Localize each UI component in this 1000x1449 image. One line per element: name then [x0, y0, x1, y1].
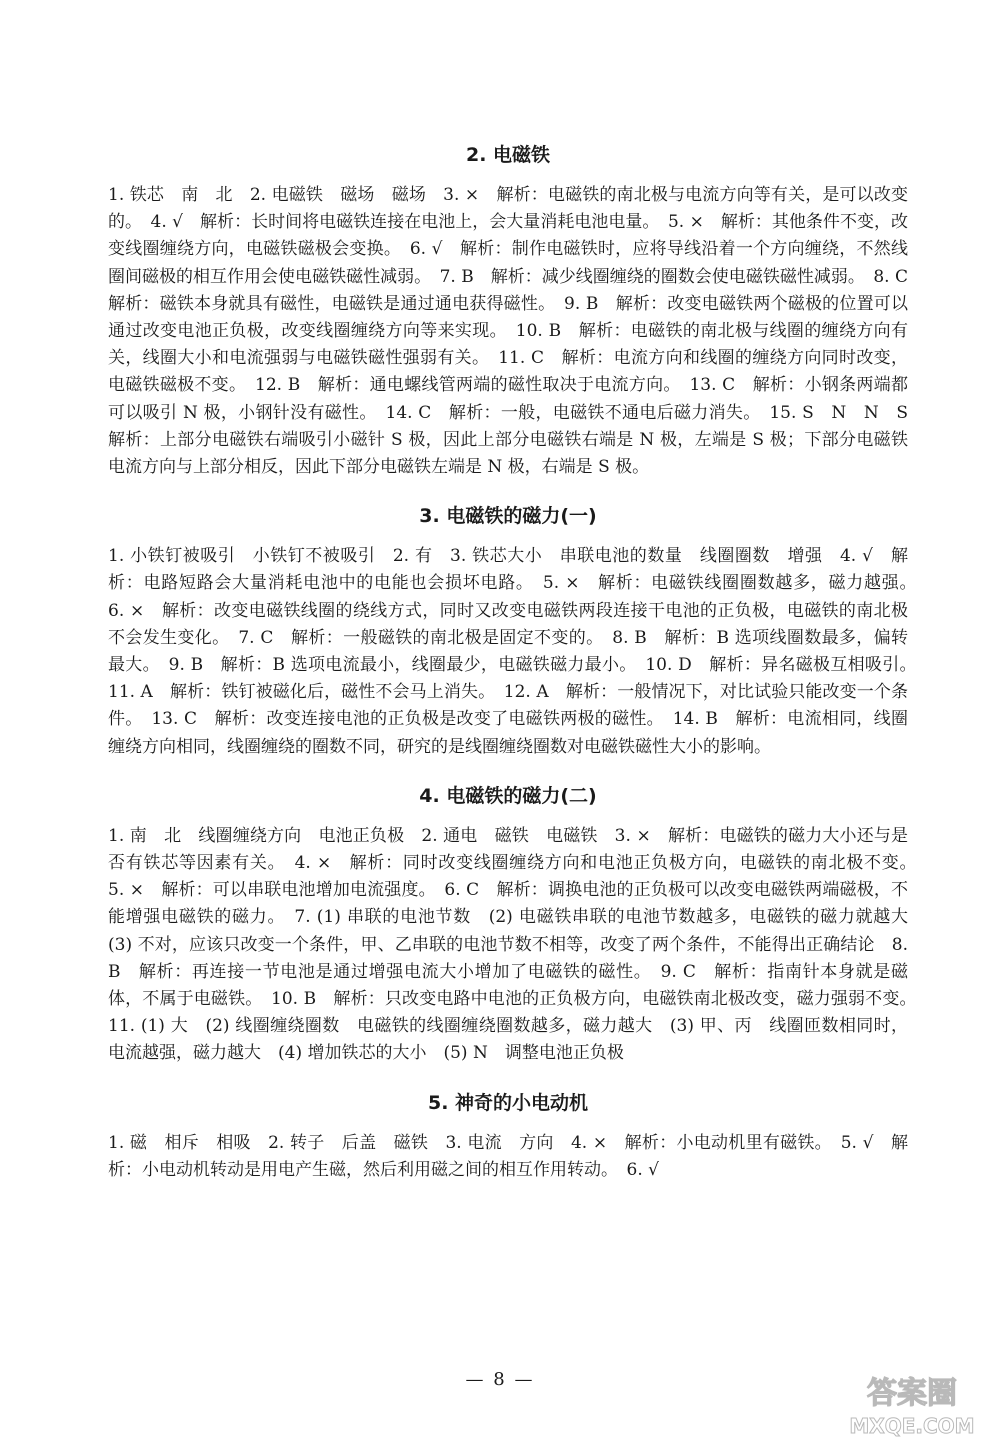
section-title: 3. 电磁铁的磁力(一): [419, 505, 597, 528]
svg-text:MXQE.COM: MXQE.COM: [849, 1414, 975, 1438]
section-answers: 1. 南 北 线圈缠绕方向 电池正负极 2. 通电 磁铁 电磁铁 3. × 解析：电磁铁的磁力大小还与是否有铁芯等因素有关。 4. × 解析：同时改变线圈缠绕方向和电池正负极方向，电磁铁的南北极不变。 5. × 解析：可以串联电池增加电流强度。 6. C 解析：调换电池的正负极可以改变电磁铁两端磁极，不能增强电磁铁的磁力。 7. (1) 串联的电池节数 (2) 电磁铁串联的电池节数越多，电磁铁的磁力就越大 (3) 不对，应该只改变一个条件，甲、乙串联的电池节数不相等，改变了两个条件，不能得出正确结论 8. B 解析：再连接一节电池是通过增强电流大小增加了电磁铁的磁性。 9. C 解析：指南针本身就是磁体，不属于电磁铁。 10. B 解析：只改变电路中电池的正负极方向，电磁铁南北极改变，磁力强弱不变。 11. (1) 大 (2) 线圈缠绕圈数 电磁铁的线圈缠绕圈数越多，磁力越大 (3) 甲、丙 线圈匝数相同时，电流越强，磁力越大 (4) 增加铁芯的大小 (5) N 调整电池正负极: [108, 825, 925, 1064]
section-magnetic-force-2: [108, 779, 925, 1068]
section-answers: 1. 小铁钉被吸引 小铁钉不被吸引 2. 有 3. 铁芯大小 串联电池的数量 线圈圈数 增强 4. √ 解析：电路短路会大量消耗电池中的电能也会损坏电路。 5. × 解析：电磁铁线圈圈数越多，磁力越强。 6. × 解析：改变电磁铁线圈的绕线方式，同时又改变电磁铁两段连接干电池的正负极，电磁铁的南北极不会发生变化。 7. C 解析：一般磁铁的南北极是固定不变的。 8. B 解析：B 选项线圈数最多，偏转最大。 9. B 解析：B 选项电流最小，线圈最少，电磁铁磁力最小。 10. D 解析：异名磁极互相吸引。 11. A 解析：铁钉被磁化后，磁性不会马上消失。 12. A 解析：一般情况下，对比试验只能改变一个条件。 13. C 解析：改变连接电池的正负极是改变了电磁铁两极的磁性。 14. B 解析：电流相同，线圈缠绕方向相同，线圈缠绕的圈数不同，研究的是线圈缠绕圈数对电磁铁磁性大小的影响。: [108, 546, 925, 757]
answer-page: [108, 138, 925, 1202]
section-answers: 1. 磁 相斥 相吸 2. 转子 后盖 磁铁 3. 电流 方向 4. × 解析：小电动机里有磁铁。 5. √ 解析：小电动机转动是用电产生磁，然后利用磁之间的相互作用转动。 6. √: [108, 1132, 908, 1180]
section-magnetic-force-1: [108, 499, 925, 761]
section-electromagnet: [108, 138, 925, 481]
section-title: 2. 电磁铁: [465, 144, 551, 166]
section-title: 5. 神奇的小电动机: [427, 1091, 589, 1114]
svg-text:答案圈: 答案圈: [867, 1376, 957, 1411]
watermark-logo: [832, 1365, 992, 1445]
page-number: — 8 —: [465, 1369, 535, 1390]
section-small-motor: [108, 1086, 908, 1184]
section-title: 4. 电磁铁的磁力(二): [419, 784, 597, 807]
section-answers: 1. 铁芯 南 北 2. 电磁铁 磁场 磁场 3. × 解析：电磁铁的南北极与电流方向等有关，是可以改变的。 4. √ 解析：长时间将电磁铁连接在电池上，会大量消耗电池电量。 5. × 解析：其他条件不变，改变线圈缠绕方向，电磁铁磁极会变换。 6. √ 解析：制作电磁铁时，应将导线沿着一个方向缠绕，不然线圈间磁极的相互作用会使电磁铁磁性减弱。 7. B 解析：减少线圈缠绕的圈数会使电磁铁磁性减弱。 8. C 解析：磁铁本身就具有磁性，电磁铁是通过通电获得磁性。 9. B 解析：改变电磁铁两个磁极的位置可以通过改变电池正负极，改变线圈缠绕方向等来实现。 10. B 解析：电磁铁的南北极与线圈的缠绕方向有关，线圈大小和电流强弱与电磁铁磁性强弱有关。 11. C 解析：电流方向和线圈的缠绕方向同时改变，电磁铁磁极不变。 12. B 解析：通电螺线管两端的磁性取决于电流方向。 13. C 解析：小钢条两端都可以吸引 N 极，小钢针没有磁性。 14. C 解析：一般，电磁铁不通电后磁力消失。 15. S N N S 解析：上部分电磁铁右端吸引小磁针 S 极，因此上部分电磁铁右端是 N 极，左端是 S 极；下部分电磁铁电流方向与上部分相反，因此下部分电磁铁左端是 N 极，右端是 S 极。: [108, 185, 925, 478]
